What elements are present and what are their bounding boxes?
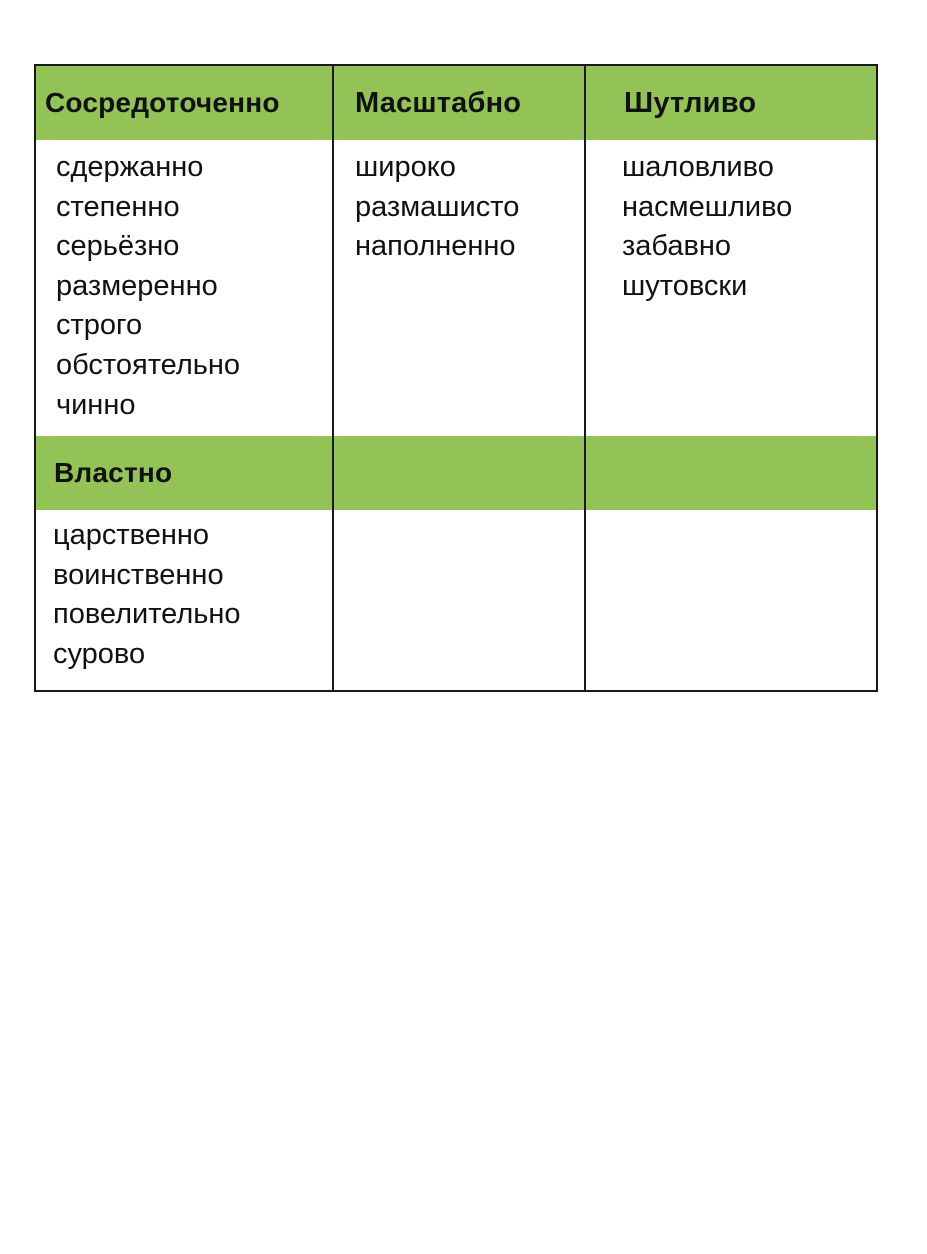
word-item: шаловливо <box>622 151 774 183</box>
word-item: широко <box>355 151 456 183</box>
header-label: Сосредоточенно <box>45 87 280 118</box>
word-list-imperious <box>36 510 334 690</box>
word-item: размашисто <box>355 190 520 223</box>
header-cell-large-scale <box>334 66 586 140</box>
mood-words-table <box>34 64 878 692</box>
word-item: наполненно <box>355 230 516 263</box>
word-list-empty <box>586 510 876 690</box>
header-label: Масштабно <box>355 86 522 119</box>
word-item: воинственно <box>53 558 224 591</box>
word-item: размеренно <box>56 269 218 302</box>
word-item: сурово <box>53 637 146 670</box>
word-item: степенно <box>56 190 180 223</box>
word-list-large-scale <box>334 140 586 436</box>
word-item: чинно <box>56 388 136 421</box>
word-item: шутовски <box>622 269 748 302</box>
header-cell-imperious <box>36 436 334 510</box>
word-list-empty <box>334 510 586 690</box>
word-list-concentrated <box>36 140 334 436</box>
word-item: забавно <box>622 230 732 263</box>
header-cell-concentrated <box>36 66 334 140</box>
header-cell-empty <box>586 436 876 510</box>
word-item: обстоятельно <box>56 348 240 381</box>
word-item: серьёзно <box>56 230 180 263</box>
word-item: царственно <box>53 519 210 551</box>
header-cell-empty <box>334 436 586 510</box>
header-label: Властно <box>54 457 173 488</box>
header-label: Шутливо <box>624 86 757 119</box>
word-item: сдержанно <box>56 151 204 183</box>
word-item: строго <box>56 309 143 342</box>
word-item: повелительно <box>53 598 241 631</box>
header-cell-playful <box>586 66 876 140</box>
word-item: насмешливо <box>622 190 793 223</box>
word-list-playful <box>586 140 876 436</box>
